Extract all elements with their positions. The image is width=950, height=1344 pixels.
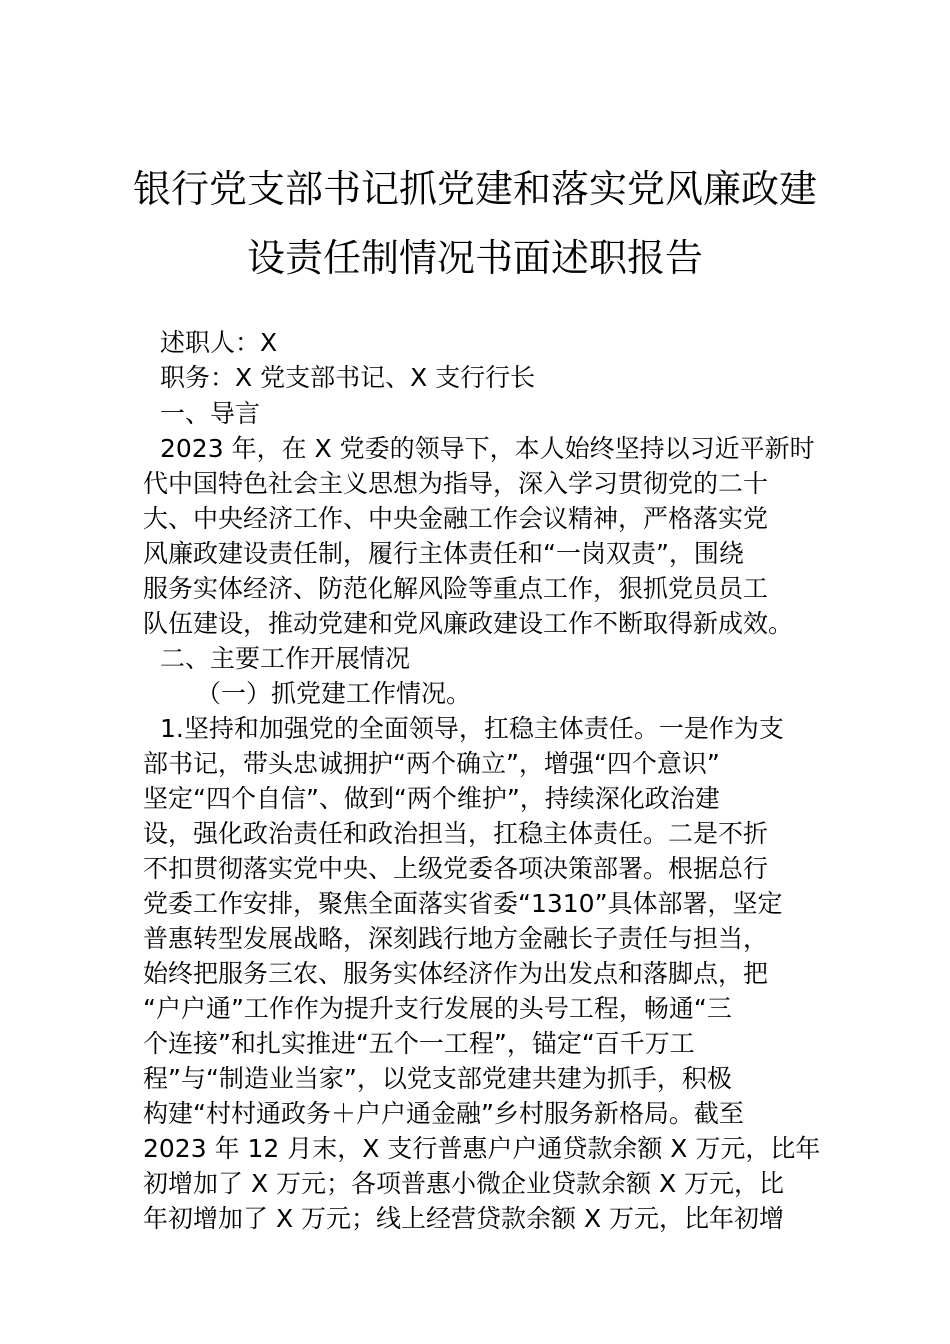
paragraph-line: 初增加了 X 万元；各项普惠小微企业贷款余额 X 万元，比 [143,1169,785,1198]
section-heading-introduction: 一、导言 [160,399,261,428]
paragraph-line: 设，强化政治责任和政治担当，扛稳主体责任。二是不折 [143,819,769,848]
paragraph-line: 坚定“四个自信”、做到“两个维护”，持续深化政治建 [143,784,720,813]
paragraph-line: 2023 年，在 X 党委的领导下，本人始终坚持以习近平新时 [160,434,815,463]
paragraph-line: 2023 年 12 月末，X 支行普惠户户通贷款余额 X 万元，比年 [143,1134,821,1163]
paragraph-line: 程”与“制造业当家”，以党支部党建共建为抓手，积极 [143,1064,732,1093]
paragraph-line: 部书记，带头忠诚拥护“两个确立”，增强“四个意识” [143,749,720,778]
reporter-line: 述职人：X [160,328,278,357]
paragraph-line: 1.坚持和加强党的全面领导，扛稳主体责任。一是作为支 [160,714,784,743]
paragraph-line: 始终把服务三农、服务实体经济作为出发点和落脚点，把 [143,959,769,988]
paragraph-line: 不扣贯彻落实党中央、上级党委各项决策部署。根据总行 [143,854,769,883]
paragraph-line: 服务实体经济、防范化解风险等重点工作，狠抓党员员工 [143,574,769,603]
paragraph-line: 党委工作安排，聚焦全面落实省委“1310”具体部署，坚定 [143,889,783,918]
paragraph-line: 风廉政建设责任制，履行主体责任和“一岗双责”，围绕 [143,539,744,568]
paragraph-line: 大、中央经济工作、中央金融工作会议精神，严格落实党 [143,504,769,533]
subsection-heading-party-building: （一）抓党建工作情况。 [196,679,472,708]
position-line: 职务：X 党支部书记、X 支行行长 [160,363,536,392]
paragraph-line: 年初增加了 X 万元；线上经营贷款余额 X 万元，比年初增 [143,1204,785,1233]
document-title-line-2: 设责任制情况书面述职报告 [246,236,703,280]
paragraph-line: 个连接”和扎实推进“五个一工程”，锚定“百千万工 [143,1029,695,1058]
paragraph-line: “户户通”工作作为提升支行发展的头号工程，畅通“三 [143,994,732,1023]
paragraph-line: 队伍建设，推动党建和党风廉政建设工作不断取得新成效。 [143,609,794,638]
paragraph-line: 普惠转型发展战略，深刻践行地方金融长子责任与担当， [143,924,769,953]
document-title-line-1: 银行党支部书记抓党建和落实党风廉政建 [132,167,817,211]
section-heading-main-work: 二、主要工作开展情况 [160,644,411,673]
paragraph-line: 构建“村村通政务＋户户通金融”乡村服务新格局。截至 [143,1099,744,1128]
paragraph-line: 代中国特色社会主义思想为指导，深入学习贯彻党的二十 [143,469,769,498]
